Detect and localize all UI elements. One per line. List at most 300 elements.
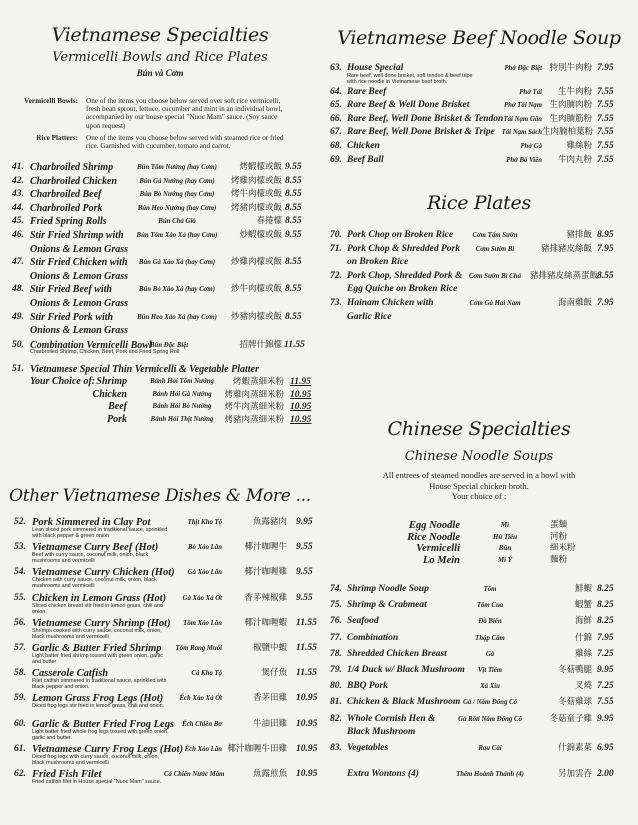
menu-item: [12, 311, 312, 338]
chinese-noodle-soups-title: Chinese Noodle Soups: [404, 449, 554, 464]
item-chinese: 椰汁咖喱蝦: [244, 617, 287, 628]
item-price: 8.55: [285, 202, 302, 213]
item-price: 11.95: [290, 377, 311, 387]
item-name: Vietnamese Curry Beef (Hot): [32, 542, 159, 554]
item-chinese: 招牌什錦檬: [239, 340, 282, 350]
other-dishes-title: Other Vietnamese Dishes & More ...: [9, 486, 311, 506]
item-vietnamese: Cá Kho Tộ: [191, 670, 222, 678]
intro-line: Your choice of :: [451, 491, 507, 501]
menu-item: [12, 229, 312, 256]
item-number: 41.: [12, 162, 24, 172]
item-name: Chicken & Black Mushroom: [347, 697, 461, 708]
item-vietnamese: Gà Rôti Nấm Đông Cô: [458, 715, 522, 723]
item-price: 8.95: [597, 230, 614, 240]
rice-plates-list: [330, 229, 614, 324]
item-number: 68.: [330, 140, 342, 151]
item-price: 11.55: [284, 340, 305, 350]
item-vietnamese: Thịt Kho Tộ: [187, 519, 222, 526]
item-number: 77.: [330, 632, 342, 643]
item-name: Stir Fried Beef with Onions & Lemon Grass: [30, 284, 129, 309]
item-name: Pork Chop & Shredded Pork on Broken Rice: [347, 243, 460, 268]
intro-line: House Special chicken broth.: [429, 480, 529, 491]
item-chinese: 椰汁咖喱雞: [244, 567, 287, 578]
item-price: 9.55: [285, 162, 302, 172]
item-price: 7.25: [597, 648, 614, 659]
item-price: 8.55: [285, 189, 302, 200]
option-name: Chicken: [92, 388, 127, 400]
item-chinese: 香茅辣椒雞: [244, 592, 287, 603]
item-price: 9.55: [296, 592, 313, 603]
item-vietnamese: Bún Heo Nướng (hay Cơm): [137, 204, 217, 212]
item-chinese: 豬排飯: [566, 230, 592, 240]
item-number: 62.: [14, 768, 26, 779]
item-number: 49.: [12, 311, 24, 322]
item-number: 66.: [330, 113, 342, 124]
menu-item: [330, 696, 614, 712]
item-name: Garlic & Butter Fried Frog Legs: [32, 718, 175, 730]
item-price: 8.25: [597, 600, 614, 611]
item-vietnamese: Gà Xào Lăn: [187, 569, 222, 577]
menu-item: [14, 642, 317, 667]
platter-option: [12, 389, 312, 402]
item-number: 47.: [12, 257, 24, 268]
item-vietnamese: Tôm Rang Muối: [175, 644, 222, 652]
menu-item: [14, 743, 318, 768]
item-vietnamese: Bún Chả Giò: [158, 218, 196, 226]
item-chinese: 什錦素菜: [557, 743, 592, 754]
item-vietnamese: Phở Tái: [519, 88, 542, 96]
menu-item: [12, 161, 312, 175]
item-chinese: 烤雞肉檬或飯: [230, 175, 282, 186]
choice-vietnamese: Bún: [498, 544, 512, 552]
item-vietnamese: Thập Cẩm: [475, 634, 505, 642]
item-vietnamese: Ếch Chiên Bơ: [182, 720, 222, 728]
menu-item: [330, 768, 614, 784]
beef-noodle-soup-list: [330, 62, 614, 167]
item-vietnamese: Ếch Xào Lăn: [184, 745, 222, 753]
option-name: Shrimp: [96, 376, 127, 387]
item-vietnamese: Cơm Gà Hải Nam: [469, 299, 521, 307]
item-chinese: 魚露豬肉: [252, 517, 287, 527]
item-vietnamese: Bún Gà Nướng (hay Cơm): [139, 177, 215, 185]
item-chinese: 烤豬肉蒸細米粉: [224, 414, 284, 425]
choice-name: Egg Noodle: [408, 520, 460, 531]
item-chinese: 烤豬肉檬或飯: [230, 202, 282, 213]
item-price: 8.25: [597, 584, 614, 594]
menu-item: [14, 768, 318, 793]
item-price: 9.95: [597, 713, 614, 724]
item-number: 71.: [330, 243, 342, 254]
item-number: 60.: [14, 718, 26, 729]
item-number: 63.: [330, 63, 342, 73]
item-vietnamese: Đồ Biển: [478, 618, 502, 626]
item-number: 42.: [12, 175, 24, 186]
item-chinese: 雞絲: [574, 648, 592, 659]
beef-noodle-soup-title: Vietnamese Beef Noodle Soup: [337, 27, 621, 49]
item-chinese: 炒牛肉檬或飯: [230, 284, 282, 295]
item-vietnamese: Tôm Xào Lăn: [183, 619, 222, 627]
item-vietnamese: Bún Đặc Biệt: [150, 342, 189, 349]
item-chinese: 生牛肉粉: [557, 86, 592, 97]
item-number: 69.: [330, 154, 342, 165]
item-name: Beef Ball: [347, 154, 384, 165]
item-name: Garlic & Butter Fried Shrimp: [32, 642, 162, 654]
platter-option: [12, 414, 312, 427]
note-rice-platters: [0, 134, 290, 150]
item-name: Fried Spring Rolls: [30, 216, 107, 228]
menu-item: [330, 140, 614, 154]
item-vietnamese: Gà Xào Xả Ớt: [182, 594, 222, 602]
item-name: Chicken in Lemon Grass (Hot): [32, 592, 167, 604]
note-text: One of the items you choose below served with steamed rice or fried rice. Garnished with cucumber, tomato and carrot.: [86, 133, 284, 151]
item-name: Charbroiled Shrimp: [30, 162, 114, 173]
item-chinese: 煲仔魚: [261, 668, 287, 679]
choice-name: Rice Noodle: [407, 531, 460, 543]
specialties-list: [12, 161, 312, 338]
menu-item: [14, 718, 318, 743]
item-vietnamese: Cá Chiên Nước Mắm: [164, 770, 225, 778]
noodle-choice: [350, 520, 620, 532]
item-name: Pork Chop, Shredded Pork & Egg Quiche on Broken Rice: [347, 270, 463, 295]
item-number: 75.: [330, 600, 342, 611]
item-vietnamese: Bún Tôm Xào Xả (hay Cơm): [136, 231, 218, 239]
item-number: 59.: [14, 693, 26, 704]
menu-item: [12, 215, 312, 229]
item-vietnamese: Gà: [485, 650, 495, 658]
item-number: 65.: [330, 100, 342, 111]
noodle-choice: [350, 555, 620, 567]
note-text: One of the items you choose below served over soft rice vermicelli, fresh bean sprout, lettuce, cucumber and mint in an individual bowl, accompanied by our house special "Nuoc Mam" sauce. (Soy sauce upon request): [86, 97, 283, 130]
item-chinese: 什錦: [574, 632, 592, 643]
item-price: 7.55: [597, 127, 614, 138]
item-name: Rare Beef, Well Done Brisket & Tendon: [347, 113, 504, 124]
item-number: 51.: [12, 364, 24, 374]
menu-item: [330, 243, 614, 270]
item-name: Vietnamese Curry Chicken (Hot): [32, 567, 175, 579]
item-name: Rare Beef, Well Done Brisket & Tripe: [347, 127, 495, 138]
item-chinese: 烤牛肉蒸細米粉: [224, 402, 284, 413]
menu-item: [330, 297, 614, 324]
item-price: 11.55: [296, 642, 317, 653]
item-price: 6.95: [597, 743, 614, 754]
item-vietnamese: Bánh Hỏi Tôm Nướng: [150, 378, 214, 385]
item-chinese: 烤蝦檬或飯: [239, 162, 282, 172]
choice-vietnamese: Mì Ý: [497, 555, 513, 564]
item-chinese: 香茅田雞: [252, 693, 287, 704]
item-price: 7.55: [597, 154, 614, 165]
item-chinese: 鮮蝦: [574, 584, 592, 594]
item-chinese: 炒蝦檬或飯: [239, 229, 282, 240]
item-name: Vietnamese Special Thin Vermicelli & Vegetable Platter: [30, 364, 259, 375]
item-name: Fried Fish Filet: [32, 768, 102, 780]
item-vietnamese: Bún Bò Nướng (hay Cơm): [139, 191, 215, 199]
menu-item: [14, 541, 314, 566]
choice-chinese: 細米粉: [550, 543, 576, 553]
item-price: 7.55: [597, 100, 614, 111]
item-vietnamese: Bánh Hỏi Bò Nướng: [152, 403, 212, 411]
item-price: 10.95: [290, 402, 312, 413]
item-number: 70.: [330, 230, 342, 240]
item-price: 10.95: [296, 743, 318, 754]
item-name: Shredded Chicken Breast: [347, 648, 447, 659]
item-price: 2.00: [597, 769, 614, 780]
item-price: 8.55: [285, 216, 302, 227]
item-price: 8.25: [597, 616, 614, 627]
item-chinese: 椒鹽中蝦: [252, 642, 287, 653]
item-description: Charbroiled Shrimp, Chicken, Beef, Pork and Fried Spring Roll: [30, 349, 180, 355]
note-label: Vermicelli Bowls:: [24, 97, 78, 105]
item-vietnamese: Phở Bò Viên: [506, 156, 542, 164]
intro-line: All entrees of steamed noodles are served in a bowl with: [382, 470, 576, 480]
item-description: Sliced chicken breast stir fried in lemon grass, chili and onion.: [32, 602, 163, 615]
option-name: Pork: [107, 413, 127, 425]
item-vietnamese: Cơm Sườn Bì: [475, 245, 515, 253]
item-vietnamese: Ếch Xào Xả Ớt: [179, 695, 222, 703]
item-number: 58.: [14, 668, 26, 679]
item-description: Fried catfish filet in House special "Nuoc Mam" sauce.: [32, 778, 162, 785]
choice-chinese: 麵粉: [550, 554, 568, 565]
platter-option: [12, 376, 312, 389]
item-description: Filet catfish simmered in traditional sauce, sprinkled with black pepper and onion.: [32, 678, 167, 691]
item-chinese: 炒雞肉檬或飯: [230, 257, 282, 268]
menu-item: [330, 62, 614, 86]
menu-item: [330, 648, 614, 664]
menu-item: [14, 592, 314, 617]
menu-item: [12, 283, 312, 310]
item-price: 7.95: [597, 243, 614, 254]
item-number: 83.: [330, 743, 342, 754]
menu-item: [14, 516, 314, 541]
rice-plates-title: Rice Plates: [427, 192, 531, 214]
item-description: Chicken with curry sauce, coconut milk, onion, black mushrooms and vermicelli: [32, 577, 157, 590]
item-vietnamese: Bánh Hỏi Thịt Nướng: [150, 415, 214, 423]
item-price: 8.55: [285, 257, 302, 268]
item-vietnamese: Bún Heo Xào Xả (hay Cơm): [137, 313, 217, 321]
item-chinese: 叉燒: [574, 681, 592, 692]
item-vietnamese: Tái Nạm Gân: [503, 115, 542, 123]
item-name: Pork Chop on Broken Rice: [347, 230, 454, 240]
item-chinese: 烤蝦蒸細米粉: [232, 377, 284, 387]
item-chinese: 生肉腩筋粉: [549, 113, 592, 124]
item-chinese: 椰汁咖喱牛田雞: [227, 743, 287, 754]
item-name: Charbroiled Chicken: [30, 175, 117, 187]
menu-item: [330, 583, 614, 599]
item-chinese: 另加雲吞: [557, 769, 592, 780]
item-number: 81.: [330, 697, 342, 708]
item-price: 10.95: [296, 768, 318, 779]
item-name: Vietnamese Curry Frog Legs (Hot): [32, 743, 184, 755]
other-dishes-list: [14, 516, 318, 793]
item-number: 56.: [14, 617, 26, 628]
item-vietnamese: Phở Đặc Biệt: [504, 65, 542, 72]
item-chinese: 蝦蟹: [574, 600, 592, 611]
noodle-choice: [350, 543, 620, 555]
item-description: Lean sliced pork simmered in traditional sauce, sprinkled with black pepper & green onion: [32, 527, 168, 539]
menu-item: [12, 188, 312, 202]
menu-item: [330, 229, 614, 243]
item-chinese: 生肉腩肉粉: [549, 100, 592, 111]
item-vietnamese: Bánh Hỏi Gà Nướng: [152, 390, 212, 398]
menu-item: [330, 599, 614, 615]
item-number: 52.: [14, 517, 26, 527]
item-chinese: 豬排豬皮絲飯: [540, 243, 592, 254]
item-price: 8.55: [285, 284, 302, 295]
item-name: Whole Cornish Hen & Black Mushroom: [347, 713, 436, 738]
item-price: 11.55: [296, 617, 317, 628]
choice-chinese: 河粉: [550, 531, 568, 542]
menu-item: [330, 113, 614, 127]
item-number: 76.: [330, 616, 342, 627]
menu-item: [330, 99, 614, 113]
item-name: Charbroiled Beef: [30, 189, 102, 201]
item-number: 57.: [14, 642, 26, 653]
item-name: Casserole Catfish: [32, 668, 109, 680]
item-number: 79.: [330, 664, 342, 675]
choice-vietnamese: Mì: [500, 521, 510, 529]
item-name: Charbroiled Pork: [30, 202, 103, 214]
item-vietnamese: Rau Cải: [478, 745, 502, 753]
item-name: Stir Fried Shrimp with Onions & Lemon Grass: [30, 229, 129, 255]
item-number: 80.: [330, 681, 342, 692]
item-price: 9.95: [597, 664, 614, 675]
item-number: 53.: [14, 542, 26, 553]
item-number: 64.: [330, 86, 342, 97]
item-price: 10.95: [290, 414, 312, 425]
choice-label: Your Choice of:: [30, 376, 95, 387]
item-chinese: 椰汁咖喱牛: [244, 542, 287, 553]
item-vietnamese: Gà / Nấm Đông Cô: [462, 699, 517, 707]
item-number: 72.: [330, 270, 342, 281]
menu-item: [14, 692, 318, 717]
item-vietnamese: Vịt Tiềm: [477, 666, 503, 674]
item-vietnamese: Phở Tái Nạm: [503, 102, 542, 110]
item-description: Shrimps cooked with curry sauce, coconut milk, onion, black mushrooms and vermicelli: [32, 627, 162, 640]
item-vietnamese: Tôm Cua: [476, 602, 504, 610]
menu-item: [330, 742, 614, 758]
item-name: Shrimp & Crabmeat: [347, 600, 427, 611]
item-name: Seafood: [347, 616, 379, 627]
item-number: 50.: [12, 340, 24, 350]
item-name: Rare Beef & Well Done Brisket: [347, 100, 470, 111]
soups-intro: [320, 470, 638, 502]
item-name: House Special: [347, 63, 404, 73]
specialties-notes: [0, 97, 290, 154]
item-price: 7.55: [597, 140, 614, 151]
note-vermicelli-bowls: [0, 97, 290, 130]
item-name: Chicken: [347, 140, 380, 151]
menu-item: [330, 632, 614, 648]
item-vietnamese: Tái Nạm Sách: [501, 129, 542, 137]
item-name: Shrimp Noodle Soup: [347, 584, 429, 594]
item-vietnamese: Xá Xíu: [480, 683, 500, 691]
platter-item: [12, 363, 312, 426]
item-chinese: 烤雞肉蒸細米粉: [224, 389, 284, 400]
item-number: 45.: [12, 216, 24, 227]
item-chinese: 冬菇童子雞: [549, 713, 592, 724]
item-chinese: 春捲檬: [256, 216, 282, 227]
menu-item: [14, 667, 317, 692]
item-description: Rare beef, well done brisket, soft tendon & beef tripe with rice noodle in Vietnamese beef broth.: [347, 73, 473, 85]
item-vietnamese: Bún Bò Xào Xả (hay Cơm): [139, 286, 215, 294]
noodle-choices: [350, 520, 620, 566]
item-description: Light batter fried shrimp tossed with green onion, garlic and butter: [32, 652, 163, 665]
item-name: Combination Vermicelli Bowl: [30, 340, 152, 351]
item-chinese: 特別牛肉粉: [549, 63, 592, 73]
item-description: Beef with curry sauce, coconut milk, onion, black mushrooms and vermicelli: [32, 552, 149, 565]
item-price: 11.55: [296, 668, 317, 679]
item-number: 67.: [330, 127, 342, 138]
choice-chinese: 蛋麵: [550, 520, 568, 530]
item-chinese: 牛油田雞: [252, 718, 287, 729]
item-vietnamese: Bún Gà Xào Xả (hay Cơm): [138, 259, 216, 267]
item-price: 9.95: [296, 517, 313, 527]
item-vietnamese: Cơm Sườn Bì Chả: [469, 272, 521, 280]
platter-option: [12, 401, 312, 414]
item-number: 78.: [330, 648, 342, 659]
item-name: Vietnamese Curry Shrimp (Hot): [32, 617, 171, 629]
item-number: 74.: [330, 584, 342, 594]
item-vietnamese: Cơm Tấm Sườn: [472, 232, 518, 239]
item-name: Combination: [347, 632, 399, 643]
item-vietnamese: Phở Gà: [520, 142, 542, 150]
item-vietnamese: Tôm: [483, 586, 497, 593]
note-label: Rice Platters:: [36, 133, 78, 142]
item-chinese: 海南雞飯: [557, 297, 592, 308]
item-chinese: 冬菇雞球: [557, 697, 592, 708]
item-price: 9.55: [296, 542, 313, 553]
item-name: BBQ Pork: [347, 681, 388, 692]
item-name: Rare Beef: [347, 86, 387, 97]
option-name: Beef: [108, 401, 127, 413]
combination-item: [12, 339, 312, 361]
item-number: 55.: [14, 592, 26, 603]
choice-name: Vermicelli: [416, 543, 460, 554]
item-number: 73.: [330, 297, 342, 308]
item-price: 8.55: [285, 175, 302, 186]
menu-item: [330, 713, 614, 743]
menu-item: [330, 154, 614, 168]
item-number: 46.: [12, 229, 24, 240]
item-chinese: 冬菇鴨腿: [557, 664, 592, 675]
menu-item: [330, 680, 614, 696]
item-vietnamese: Bò Xào Lăn: [188, 544, 222, 552]
item-price: 8.55: [285, 311, 302, 322]
item-name: Extra Wontons (4): [347, 769, 419, 780]
item-price: 7.95: [597, 297, 614, 308]
item-number: 61.: [14, 743, 26, 754]
item-description: Light batter fried whole frog legs tossed with green onion, garlic and butter.: [32, 728, 169, 741]
item-number: 43.: [12, 189, 24, 200]
item-name: Pork Simmered in Clay Pot: [32, 517, 151, 528]
chinese-specialties-title: Chinese Specialties: [387, 418, 571, 440]
item-chinese: 生肉腩柏葉粉: [542, 127, 594, 138]
item-price: 10.95: [290, 389, 312, 400]
item-price: 10.95: [296, 693, 318, 704]
item-price: 7.95: [597, 632, 614, 643]
menu-item: [14, 617, 317, 642]
menu-item: [330, 270, 614, 297]
item-chinese: 烤牛肉檬或飯: [230, 189, 282, 200]
item-price: 7.25: [597, 681, 614, 692]
menu-item: [12, 256, 312, 283]
item-vietnamese: Thêm Hoành Thánh (4): [456, 771, 524, 779]
menu-item: [330, 86, 614, 100]
item-name: Lemon Grass Frog Legs (Hot): [32, 693, 164, 705]
item-price: 7.55: [597, 697, 614, 708]
vermicelli-rice-subtitle: Vermicelli Bowls and Rice Plates: [52, 50, 268, 65]
item-chinese: 豬排豬皮絲蒸蛋飯: [530, 270, 599, 281]
choice-vietnamese: Hủ Tiếu: [492, 532, 518, 541]
